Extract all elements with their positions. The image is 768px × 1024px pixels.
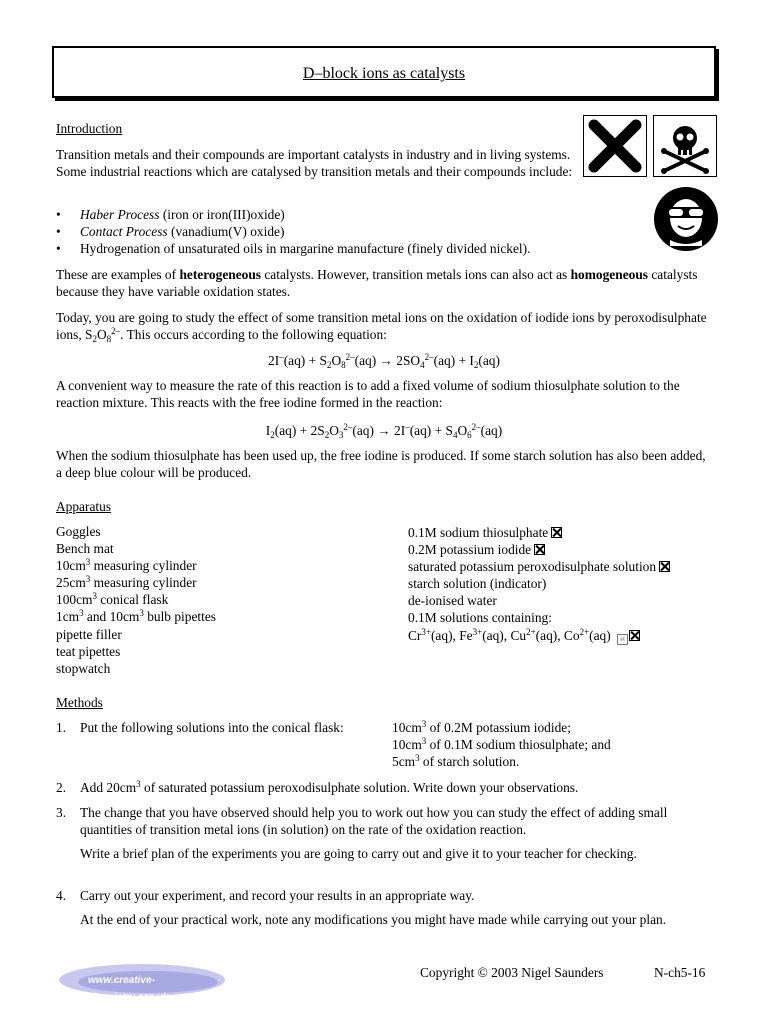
harmful-icon [659, 561, 670, 572]
list-item: $10cm^3$ of 0.1M sodium thiosulphate; and [392, 736, 611, 753]
apparatus-list-right [408, 524, 728, 645]
apparatus-heading: Apparatus [56, 499, 112, 514]
list-item: $5cm^3$ of starch solution. [392, 753, 520, 770]
methods-heading: Methods [56, 695, 103, 710]
starch-paragraph: When the sodium thiosulphate has been used up, the free iodine is produced. If some starch solution has also been added, a deep blue colour will be produced. [56, 448, 706, 480]
harmful-icon [534, 544, 545, 555]
catalyst-types-paragraph: These are examples of heterogeneous catalysts. However, transition metals ions can also act as homogeneous catalysts because they have variable oxidation states. [56, 267, 698, 299]
list-item: saturated potassium peroxodisulphate solution [408, 558, 728, 575]
method-step-1: 1. Put the following solutions into the conical flask: [56, 720, 344, 735]
list-item: $1cm^3$ and $10cm^3$ bulb pipettes [56, 608, 216, 625]
list-item: $25cm^3$ measuring cylinder [56, 574, 197, 591]
list-item: starch solution (indicator) [408, 576, 547, 592]
list-item: • Hydrogenation of unsaturated oils in margarine manufacture (finely divided nickel). [56, 241, 531, 256]
list-item: Goggles [56, 524, 101, 539]
list-item: Bench mat [56, 541, 114, 557]
method-step-3: 3. The change that you have observed should help you to work out how you can study the effect of adding small quantities of transition metal ions (in solution) on the rate of the oxidation reaction. Write a brief plan of the experiments you are going to carry out and give it to your teacher for checking. [56, 805, 668, 861]
list-item: $10cm^3$ measuring cylinder [56, 557, 197, 574]
harmful-icon [629, 630, 640, 641]
thiosulphate-paragraph: A convenient way to measure the rate of this reaction is to add a fixed volume of sodium thiosulphate solution to the reaction mixture. This reacts with the free iodine formed in the reaction: [56, 378, 680, 410]
introduction-heading: Introduction [56, 121, 123, 136]
page-title: D–block ions as catalysts [302, 65, 466, 82]
list-item: • Contact Process (vanadium(V) oxide) [56, 224, 285, 239]
site-logo: www.creative-chemistry.org.uk [58, 962, 226, 998]
list-item: stopwatch [56, 660, 111, 676]
list-item: • Haber Process (iron or iron(III)oxide) [56, 207, 285, 222]
list-item: $10cm^3$ of 0.2M potassium iodide; [392, 719, 571, 735]
list-item: 0.2M potassium iodide [408, 541, 728, 558]
method-step-2: 2. Add $20cm^3$ of saturated potassium peroxodisulphate solution. Write down your observations. [56, 779, 579, 795]
intro-paragraph: Transition metals and their compounds are important catalysts in industry and in living systems. Some industrial reactions which are catalysed by transition metals and their compounds include: [56, 147, 573, 179]
title-box [52, 46, 716, 98]
toxic-icon: ☠ [617, 634, 628, 645]
document-code: N-ch5-16 [654, 965, 706, 980]
list-item: pipette filler [56, 626, 122, 642]
oxidation-equation: $2I^-(aq) + S_2O_8^{2-}(aq) \to 2SO_4^{2-}(aq) + I_2(aq)$ [268, 352, 500, 370]
apparatus-list-left [56, 523, 376, 677]
list-item: 0.1M solutions containing: [408, 610, 552, 626]
list-item: 0.1M sodium thiosulphate [408, 524, 728, 541]
list-item: $Cr^{3+}(aq)$, $Fe^{3+}(aq)$, $Cu^{2+}(aq)$, $Co^{2+}(aq)$ ☠ [408, 627, 728, 645]
goggles-icon [652, 186, 720, 252]
reaction-paragraph: Today, you are going to study the effect of some transition metal ions on the oxidation of iodide ions by peroxodisulphate ions, $S_2O_8^{2-}$. This occurs according to the following equation: [56, 310, 707, 344]
thiosulphate-equation: $I_2(aq) + 2S_2O_3^{2-}(aq) \to 2I^-(aq) + S_4O_6^{2-}(aq)$ [265, 422, 503, 440]
harmful-icon [551, 527, 562, 538]
copyright-text: Copyright © 2003 Nigel Saunders [420, 965, 604, 980]
list-item: $100cm^3$ conical flask [56, 591, 169, 608]
list-item: teat pipettes [56, 643, 121, 659]
method-1-solutions [392, 719, 712, 770]
list-item: de-ionised water [408, 593, 497, 609]
method-step-4: 4. Carry out your experiment, and record your results in an appropriate way. At the end of your practical work, note any modifications you might have made while carrying out your plan. [56, 888, 667, 927]
